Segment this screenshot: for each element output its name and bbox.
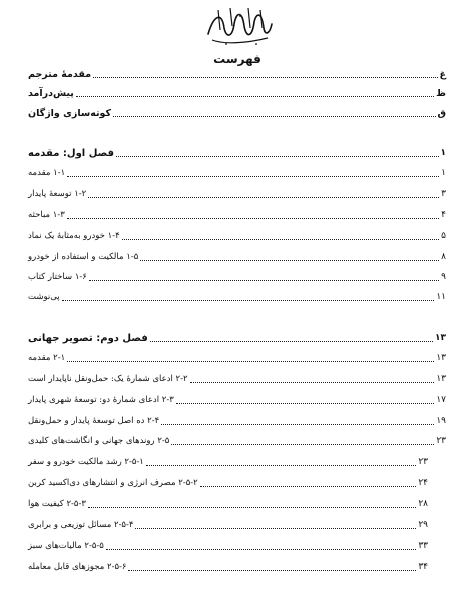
toc-subentry[interactable] [28, 478, 428, 489]
dot-leader [116, 156, 438, 157]
dot-leader [146, 465, 416, 466]
toc-entry-label: پی‌نوشت [28, 292, 60, 302]
dot-leader [76, 96, 434, 97]
dot-leader [67, 361, 434, 362]
toc-entry-label: ۱-۱ مقدمه [28, 168, 66, 178]
toc-page-number: ۱۹ [436, 416, 446, 426]
toc-entry-label: ۱-۳ مباحثه [28, 210, 65, 220]
toc-entry-label: ۲-۵-۲ مصرف انرژی و انتشارهای دی‌اکسید کربن [28, 478, 198, 488]
toc-page-number: ۱۳ [436, 374, 446, 384]
toc-entry-label: ۲-۵-۶ مجوزهای قابل معامله [28, 562, 127, 572]
toc-entry-label: ۲-۵-۴ مسائل توزیعی و برابری [28, 520, 134, 530]
toc-entry[interactable] [28, 292, 446, 303]
toc-page-number: ۱۳ [436, 353, 446, 363]
toc-entry-abbreviations[interactable] [28, 108, 446, 119]
toc-page-number: ۲۹ [418, 520, 428, 530]
toc-entry[interactable] [28, 252, 446, 263]
toc-entry-label: ۲-۱ مقدمه [28, 353, 66, 363]
dot-leader [67, 218, 439, 219]
toc-entry-label: ۲-۵-۳ کیفیت هوا [28, 499, 86, 509]
dot-leader [200, 486, 417, 487]
toc-entry-label: ۲-۲ ادعای شمارهٔ یک: حمل‌ونقل ناپایدار است [28, 374, 188, 384]
toc-entry[interactable] [28, 272, 446, 283]
toc-title: فهرست [213, 52, 261, 66]
toc-entry[interactable] [28, 395, 446, 406]
toc-page-number: ۳۳ [418, 541, 428, 551]
toc-page-number: ظ [436, 88, 446, 99]
toc-entry-label: ۱-۴ خودرو به‌مثابهٔ یک نماد [28, 231, 120, 241]
toc-subentry[interactable] [28, 457, 428, 468]
dot-leader [93, 77, 437, 78]
toc-page-number: ۹ [441, 272, 446, 282]
toc-page-number: ۱۳ [435, 333, 446, 343]
toc-entry-label: ۲-۳ ادعای شمارهٔ دو: توسعهٔ شهری پایدار [28, 395, 174, 405]
dot-leader [128, 570, 416, 571]
dot-leader [89, 280, 439, 281]
toc-entry[interactable] [28, 374, 446, 385]
toc-chapter-title: فصل اول: مقدمه [28, 148, 115, 159]
toc-page-number: ۳ [441, 189, 446, 199]
dot-leader [67, 176, 439, 177]
toc-chapter-title: فصل دوم: تصویر جهانی [28, 333, 148, 344]
toc-entry-label: ۲-۵-۵ مالیات‌های سبز [28, 541, 104, 551]
dot-leader [88, 507, 416, 508]
toc-entry[interactable] [28, 189, 446, 200]
toc-subentry[interactable] [28, 562, 428, 573]
dot-leader [62, 300, 435, 301]
toc-entry-label: ۲-۴ ده اصل توسعهٔ پایدار و حمل‌ونقل [28, 416, 160, 426]
toc-entry-label: ۲-۵-۱ رشد مالکیت خودرو و سفر [28, 457, 144, 467]
toc-entry-label: مقدمهٔ مترجم [28, 69, 92, 80]
toc-page-number: ۲۴ [418, 478, 428, 488]
toc-entry[interactable] [28, 353, 446, 364]
toc-subentry[interactable] [28, 520, 428, 531]
toc-entry[interactable] [28, 416, 446, 427]
toc-page-number: غ [439, 69, 446, 80]
toc-entry[interactable] [28, 436, 446, 447]
toc-entry-label: ۲-۵ روندهای جهانی و انگاشت‌های کلیدی [28, 436, 170, 446]
dot-leader [88, 197, 439, 198]
toc-page-number: ۳۴ [418, 562, 428, 572]
toc-entry-label: ۱-۵ مالکیت و استفاده از خودرو [28, 252, 139, 262]
toc-page-number: ۲۳ [418, 457, 428, 467]
dot-leader [122, 239, 440, 240]
toc-subentry[interactable] [28, 541, 428, 552]
dot-leader [176, 403, 435, 404]
dot-leader [171, 444, 434, 445]
toc-chapter-2[interactable] [28, 333, 446, 344]
dot-leader [106, 549, 416, 550]
toc-page-number: ۱ [441, 168, 446, 178]
toc-entry-label: پیش‌درآمد [28, 88, 74, 99]
dot-leader [135, 528, 416, 529]
toc-page-number: ۸ [441, 252, 446, 262]
toc-page-number: ۴ [441, 210, 446, 220]
toc-entry-label: کوته‌سازی واژگان [28, 108, 112, 119]
toc-page-number: ۲۸ [418, 499, 428, 509]
toc-entry-translator-intro[interactable] [28, 69, 446, 80]
dot-leader [140, 260, 439, 261]
dot-leader [150, 341, 433, 342]
toc-page-number: ۵ [441, 231, 446, 241]
bismillah-calligraphy [202, 4, 276, 48]
toc-page-number: ۱۷ [436, 395, 446, 405]
dot-leader [190, 382, 435, 383]
toc-subentry[interactable] [28, 499, 428, 510]
toc-page-number: ۲۳ [436, 436, 446, 446]
toc-page-number: ق [437, 108, 446, 119]
dot-leader [113, 116, 435, 117]
toc-entry[interactable] [28, 168, 446, 179]
toc-entry[interactable] [28, 210, 446, 221]
toc-entry-label: ۱-۶ ساختار کتاب [28, 272, 87, 282]
toc-page-number: ۱۱ [436, 292, 446, 302]
toc-entry-prelude[interactable] [28, 88, 446, 99]
toc-entry[interactable] [28, 231, 446, 242]
toc-chapter-1[interactable] [28, 148, 446, 159]
toc-entry-label: ۱-۲ توسعهٔ پایدار [28, 189, 87, 199]
dot-leader [161, 424, 434, 425]
toc-page-number: ۱ [440, 148, 446, 158]
